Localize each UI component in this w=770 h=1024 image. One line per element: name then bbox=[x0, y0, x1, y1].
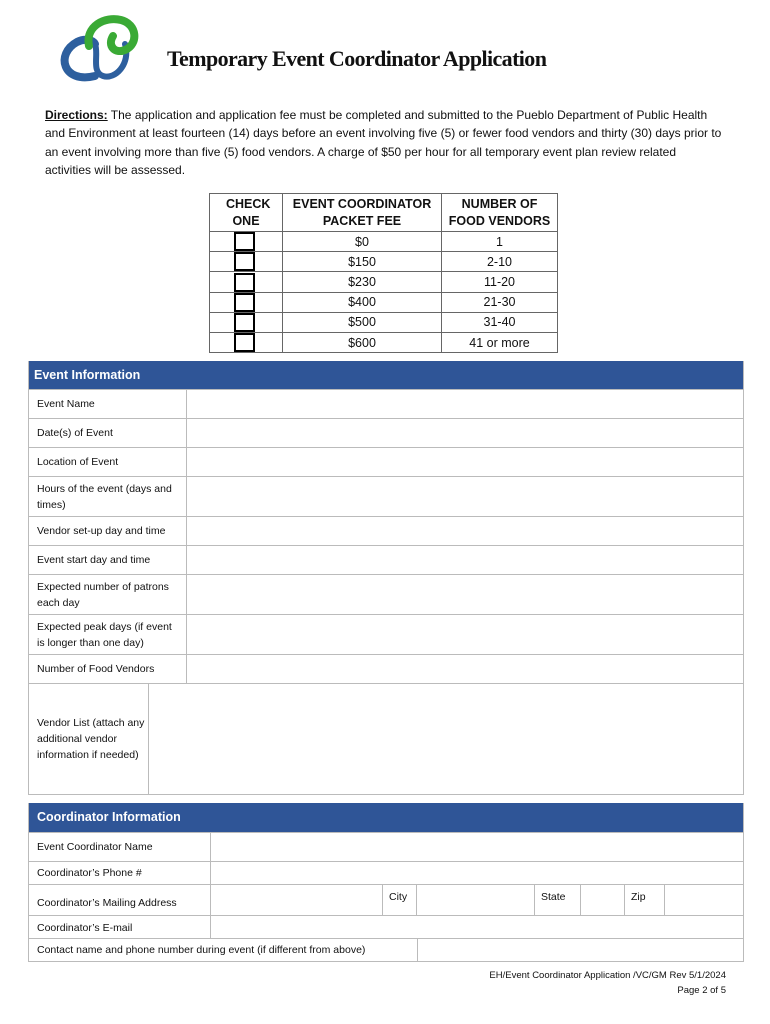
field-label: Event Coordinator Name bbox=[29, 833, 211, 861]
directions-body: The application and application fee must be completed and submitted to the Pueblo Department of Public Health and Environment at least fourteen (14) days before an event involving five (5) or fewer food vendors and thirty (30) days prior to an event involving more than five (5) food vendors. A charge of $50 per hour for all temporary event plan review related activities will be assessed. bbox=[45, 108, 722, 177]
vendors-cell: 21-30 bbox=[442, 292, 558, 312]
col-check-header: CHECK ONE bbox=[210, 194, 283, 232]
state-label: State bbox=[535, 885, 581, 915]
field-label: Coordinator’s E-mail bbox=[29, 916, 211, 938]
vendors-cell: 11-20 bbox=[442, 272, 558, 292]
field-label: Event start day and time bbox=[29, 546, 187, 574]
field-label: Coordinator’s Phone # bbox=[29, 862, 211, 884]
city-field[interactable] bbox=[417, 885, 535, 915]
table-row bbox=[210, 292, 558, 312]
footer-page-number: Page 2 of 5 bbox=[677, 985, 726, 996]
vendor-list-field[interactable] bbox=[149, 684, 743, 794]
field-label: Date(s) of Event bbox=[29, 419, 187, 447]
event-information-section bbox=[28, 361, 744, 795]
coordinator-name-field[interactable] bbox=[211, 833, 743, 861]
page-title: Temporary Event Coordinator Application bbox=[167, 46, 547, 71]
coordinator-email-field[interactable] bbox=[211, 916, 743, 938]
table-row bbox=[210, 272, 558, 292]
vendors-cell: 2-10 bbox=[442, 252, 558, 272]
vendors-cell: 1 bbox=[442, 232, 558, 252]
pueblo-logo-icon bbox=[55, 14, 145, 86]
section-heading: Event Information bbox=[29, 361, 743, 389]
footer-doc-id: EH/Event Coordinator Application /VC/GM Rev 5/1/2024 bbox=[489, 970, 726, 981]
field-label: Vendor List (attach any additional vendor information if needed) bbox=[29, 684, 149, 794]
checkbox[interactable] bbox=[234, 273, 255, 292]
table-row bbox=[210, 312, 558, 332]
expected-patrons-field[interactable] bbox=[187, 575, 743, 614]
directions-text bbox=[45, 106, 725, 179]
field-label: Contact name and phone number during event (if different from above) bbox=[29, 939, 418, 961]
section-heading: Coordinator Information bbox=[29, 803, 743, 832]
event-name-field[interactable] bbox=[187, 390, 743, 418]
table-row bbox=[210, 333, 558, 353]
checkbox[interactable] bbox=[234, 313, 255, 332]
checkbox[interactable] bbox=[234, 252, 255, 271]
event-contact-field[interactable] bbox=[418, 939, 743, 961]
address-field[interactable] bbox=[211, 885, 383, 915]
vendors-cell: 31-40 bbox=[442, 312, 558, 332]
field-label: Location of Event bbox=[29, 448, 187, 476]
event-start-field[interactable] bbox=[187, 546, 743, 574]
col-vendors-header: NUMBER OF FOOD VENDORS bbox=[442, 194, 558, 232]
col-fee-header: EVENT COORDINATOR PACKET FEE bbox=[283, 194, 442, 232]
event-hours-field[interactable] bbox=[187, 477, 743, 516]
field-label: Coordinator’s Mailing Address bbox=[29, 885, 211, 915]
coordinator-information-section bbox=[28, 803, 744, 962]
fee-cell: $150 bbox=[283, 252, 442, 272]
field-label: Number of Food Vendors bbox=[29, 655, 187, 683]
checkbox[interactable] bbox=[234, 293, 255, 312]
zip-label: Zip bbox=[625, 885, 665, 915]
table-row bbox=[210, 232, 558, 252]
table-row bbox=[210, 252, 558, 272]
zip-field[interactable] bbox=[665, 885, 743, 915]
field-label: Vendor set-up day and time bbox=[29, 517, 187, 545]
fee-cell: $230 bbox=[283, 272, 442, 292]
peak-days-field[interactable] bbox=[187, 615, 743, 654]
directions-label: Directions: bbox=[45, 108, 108, 122]
fee-cell: $500 bbox=[283, 312, 442, 332]
fee-table bbox=[209, 193, 558, 353]
field-label: Expected peak days (if event is longer than one day) bbox=[29, 615, 187, 654]
number-vendors-field[interactable] bbox=[187, 655, 743, 683]
checkbox[interactable] bbox=[234, 232, 255, 251]
checkbox[interactable] bbox=[234, 333, 255, 352]
fee-cell: $0 bbox=[283, 232, 442, 252]
fee-cell: $600 bbox=[283, 333, 442, 353]
field-label: Event Name bbox=[29, 390, 187, 418]
field-label: Expected number of patrons each day bbox=[29, 575, 187, 614]
city-label: City bbox=[383, 885, 417, 915]
vendor-setup-field[interactable] bbox=[187, 517, 743, 545]
state-field[interactable] bbox=[581, 885, 625, 915]
coordinator-phone-field[interactable] bbox=[211, 862, 743, 884]
event-dates-field[interactable] bbox=[187, 419, 743, 447]
field-label: Hours of the event (days and times) bbox=[29, 477, 187, 516]
fee-cell: $400 bbox=[283, 292, 442, 312]
event-location-field[interactable] bbox=[187, 448, 743, 476]
vendors-cell: 41 or more bbox=[442, 333, 558, 353]
